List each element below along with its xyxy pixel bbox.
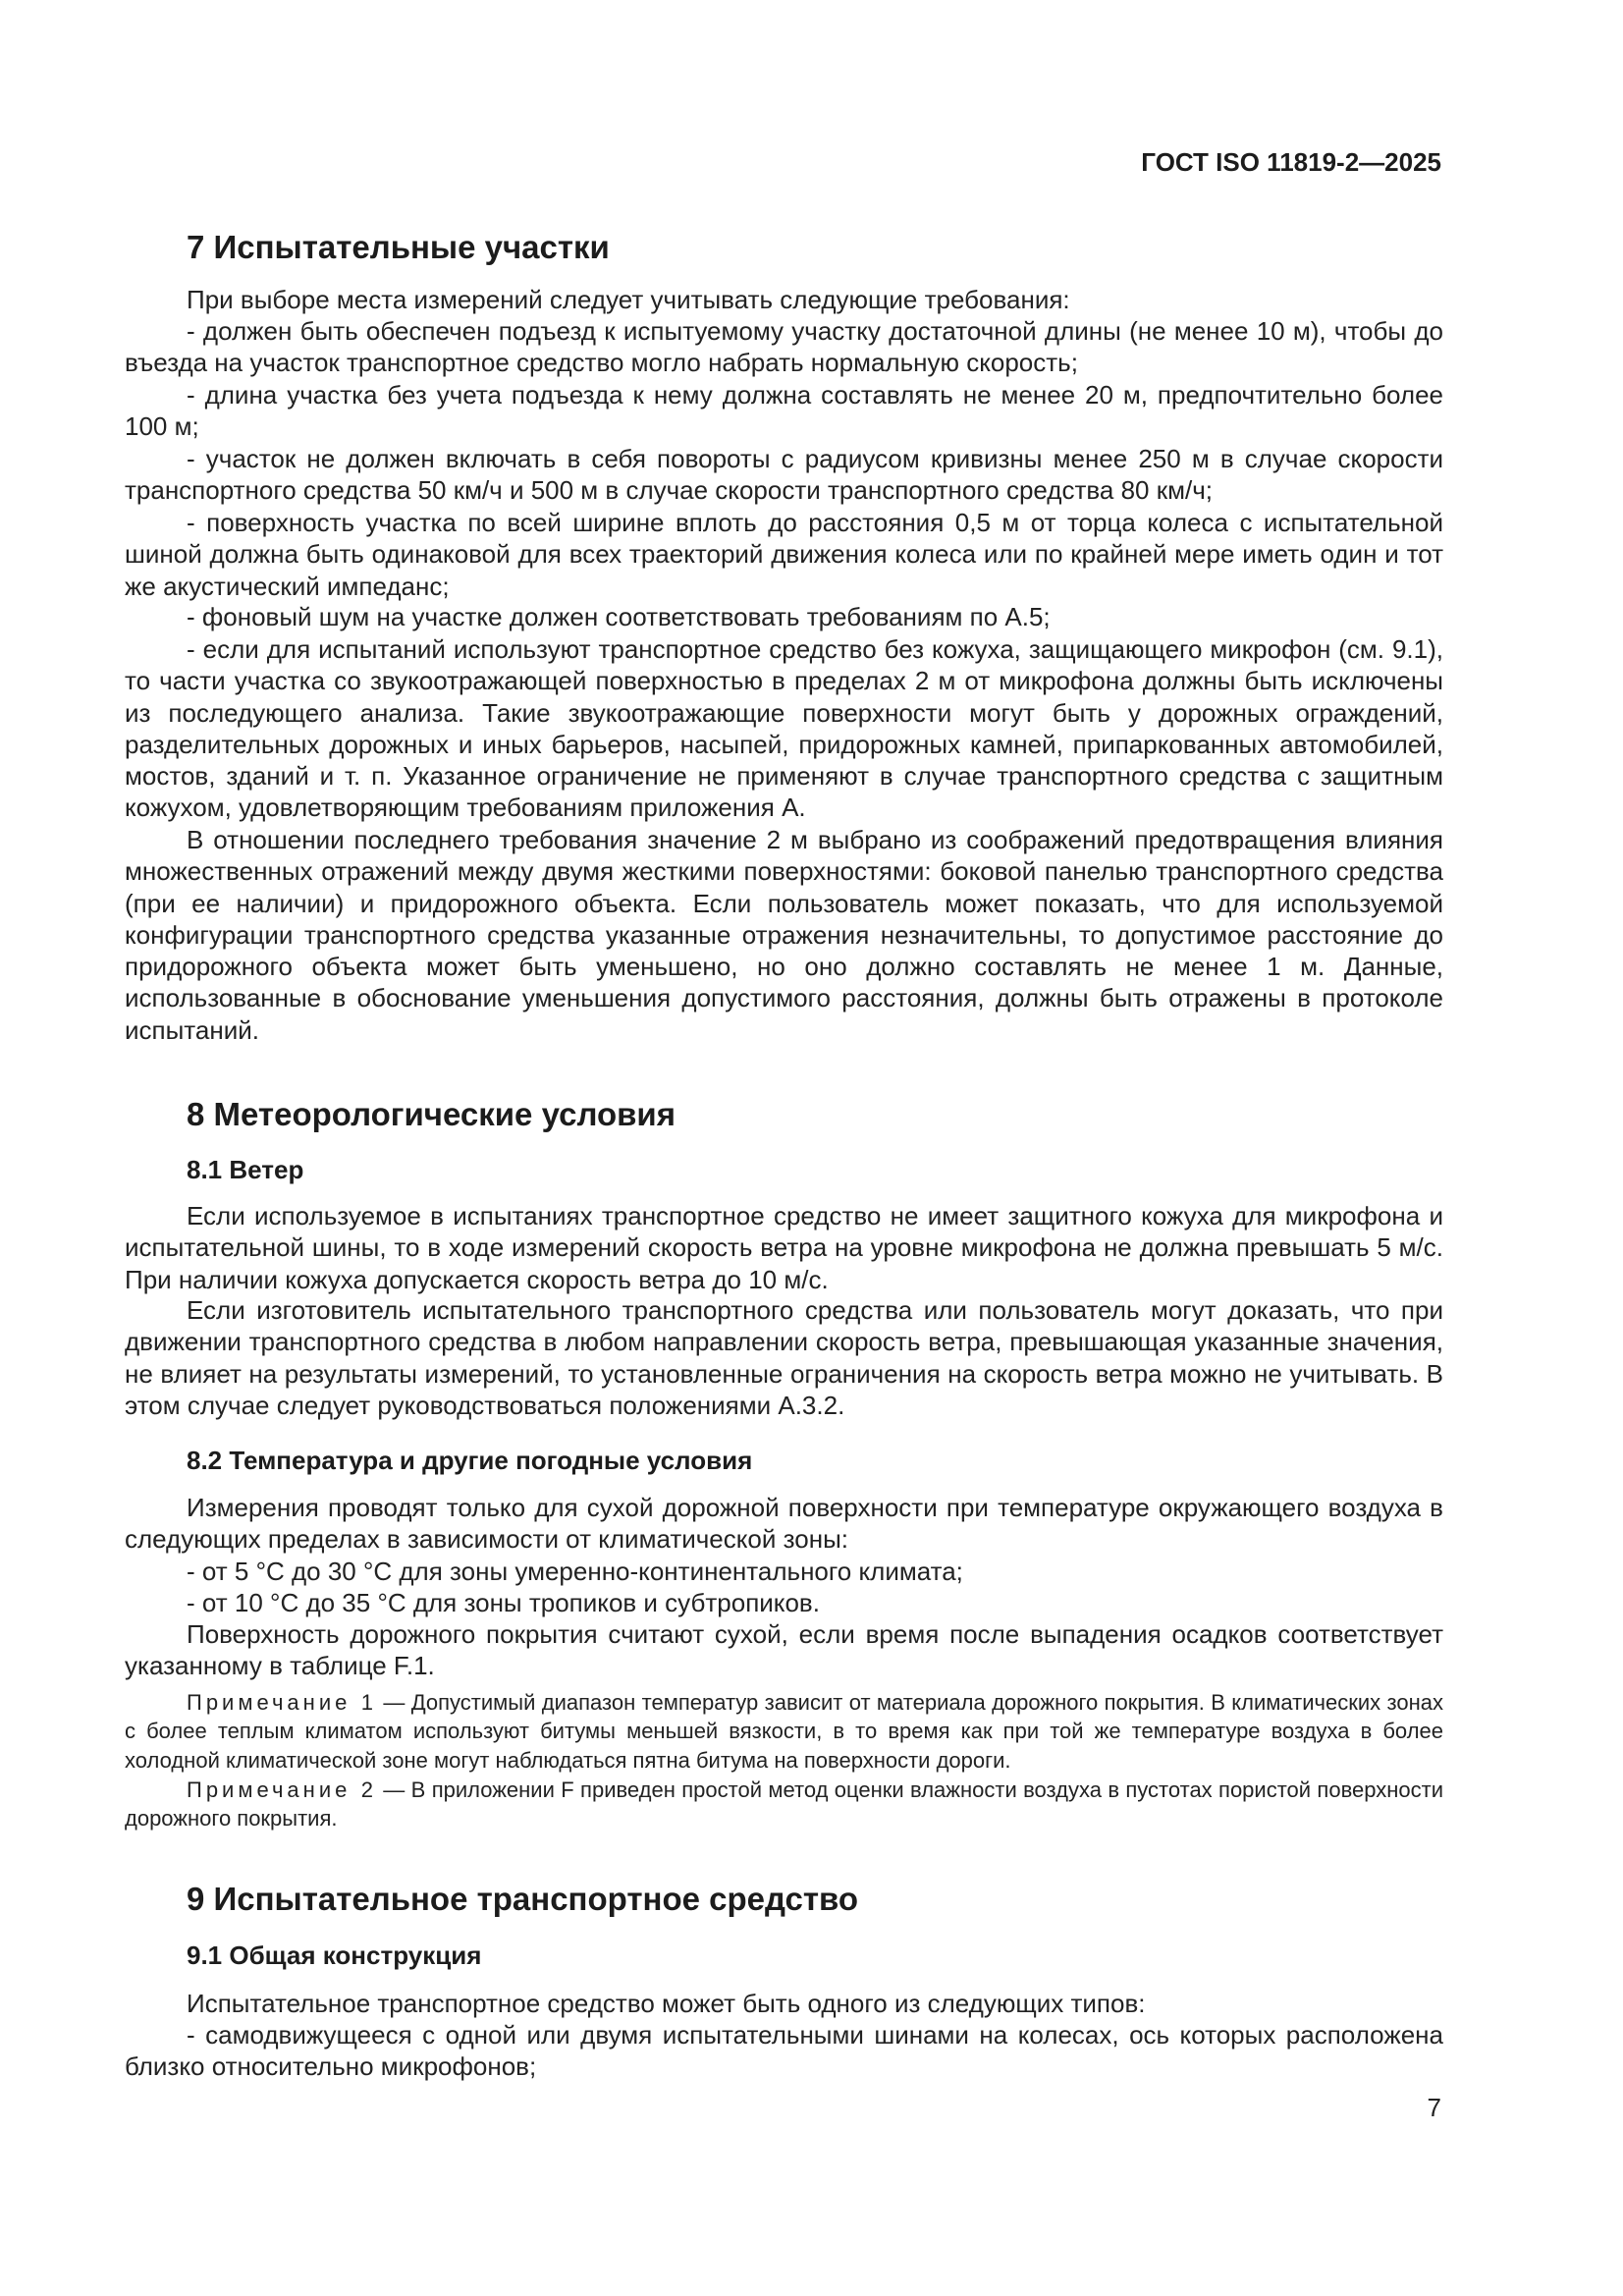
section-7-intro: При выборе места измерений следует учитывать следующие требования: [187, 285, 1070, 314]
section-9-1-title: 9.1 Общая конструкция [187, 1941, 482, 1970]
note-2 [125, 1776, 1443, 1833]
section-7-item-approach: - должен быть обеспечен подъезд к испытуемому участку достаточной длины (не менее 10 м), чтобы до въезда на участок транспортное средство могло набрать нормальную скорость; [125, 316, 1443, 378]
section-7-item-surface: - поверхность участка по всей ширине вплоть до расстояния 0,5 м от торца колеса с испытательной шиной должна быть одинаковой для всех траекторий движения колеса или по крайней мере иметь один и тот же акустический импеданс; [125, 508, 1443, 601]
section-8-title: 8 Метеорологические условия [187, 1096, 676, 1132]
section-8-1-title: 8.1 Ветер [187, 1155, 304, 1184]
note-2-text: — В приложении F приведен простой метод оценки влажности воздуха в пустотах пористой поверхности дорожного покрытия. [125, 1777, 1443, 1831]
section-7-item-reflecting-surfaces: - если для испытаний используют транспортное средство без кожуха, защищающего микрофон (см. 9.1), то части участка со звукоотражающей поверхностью в пределах 2 м от микрофона должны быть исключены из последующего анализа. Такие звукоотражающие поверхности могут быть у дорожных ограждений, разделительных дорожных и иных барьеров, насыпей, придорожных камней, припаркованных автомобилей, мостов, зданий и т. п. Указанное ограничение не применяют в случае транспортного средства с защитным кожухом, удовлетворяющим требованиям приложения А. [125, 634, 1443, 823]
section-8-2-para-dry: Поверхность дорожного покрытия считают сухой, если время после выпадения осадков соответствует указанному в таблице F.1. [125, 1619, 1443, 1681]
note-1-label: Примечание 1 [187, 1690, 377, 1715]
section-7-title: 7 Испытательные участки [187, 229, 610, 265]
page-number: 7 [1427, 2093, 1441, 2122]
section-8-1-para-1: Если используемое в испытаниях транспортное средство не имеет защитного кожуха для микрофона и испытательной шины, то в ходе измерений скорость ветра на уровне микрофона не должна превышать 5 м/с. При наличии кожуха допускается скорость ветра до 10 м/с. [125, 1201, 1443, 1294]
document-code-header: ГОСТ ISO 11819-2—2025 [1141, 147, 1441, 177]
section-8-2-item-temperate: - от 5 °С до 30 °С для зоны умеренно-континентального климата; [187, 1557, 963, 1586]
section-9-1-item-self-propelled: - самодвижущееся с одной или двумя испытательными шинами на колесах, ось которых расположена близко относительно микрофонов; [125, 2020, 1443, 2082]
section-9-1-intro: Испытательное транспортное средство может быть одного из следующих типов: [187, 1989, 1146, 2018]
section-8-1-para-2: Если изготовитель испытательного транспортного средства или пользователь могут доказать, что при движении транспортного средства в любом направлении скорость ветра, превышающая указанные значения, не влияет на результаты измерений, то установленные ограничения на скорость ветра можно не учитывать. В этом случае следует руководствоваться положениями А.3.2. [125, 1295, 1443, 1420]
section-8-2-para-1: Измерения проводят только для сухой дорожной поверхности при температуре окружающего воздуха в следующих пределах в зависимости от климатической зоны: [125, 1493, 1443, 1555]
note-1 [125, 1688, 1443, 1775]
note-1-text: — Допустимый диапазон температур зависит от материала дорожного покрытия. В климатических зонах с более теплым климатом используют битумы меньшей вязкости, в то время как при той же температуре воздуха в более холодной климатической зоне могут наблюдаться пятна битума на поверхности дороги. [125, 1690, 1444, 1773]
section-7-rationale: В отношении последнего требования значение 2 м выбрано из соображений предотвращения влияния множественных отражений между двумя жесткими поверхностями: боковой панелью транспортного средства (при ее наличии) и придорожного объекта. Если пользователь может показать, что для используемой конфигурации транспортного средства указанные отражения незначительны, то допустимое расстояние до придорожного объекта может быть уменьшено, но оно должно составлять не менее 1 м. Данные, использованные в обоснование уменьшения допустимого расстояния, должны быть отражены в протоколе испытаний. [125, 825, 1443, 1045]
section-8-2-item-tropics: - от 10 °С до 35 °С для зоны тропиков и субтропиков. [187, 1588, 820, 1617]
section-7-item-length: - длина участка без учета подъезда к нему должна составлять не менее 20 м, предпочтительно более 100 м; [125, 380, 1443, 442]
section-7-item-curvature: - участок не должен включать в себя повороты с радиусом кривизны менее 250 м в случае скорости транспортного средства 50 км/ч и 500 м в случае скорости транспортного средства 80 км/ч; [125, 444, 1443, 506]
section-8-2-title: 8.2 Температура и другие погодные условия [187, 1446, 753, 1475]
note-2-label: Примечание 2 [187, 1777, 377, 1802]
section-7-item-background-noise: - фоновый шум на участке должен соответствовать требованиям по А.5; [187, 602, 1051, 631]
section-9-title: 9 Испытательное транспортное средство [187, 1881, 859, 1917]
